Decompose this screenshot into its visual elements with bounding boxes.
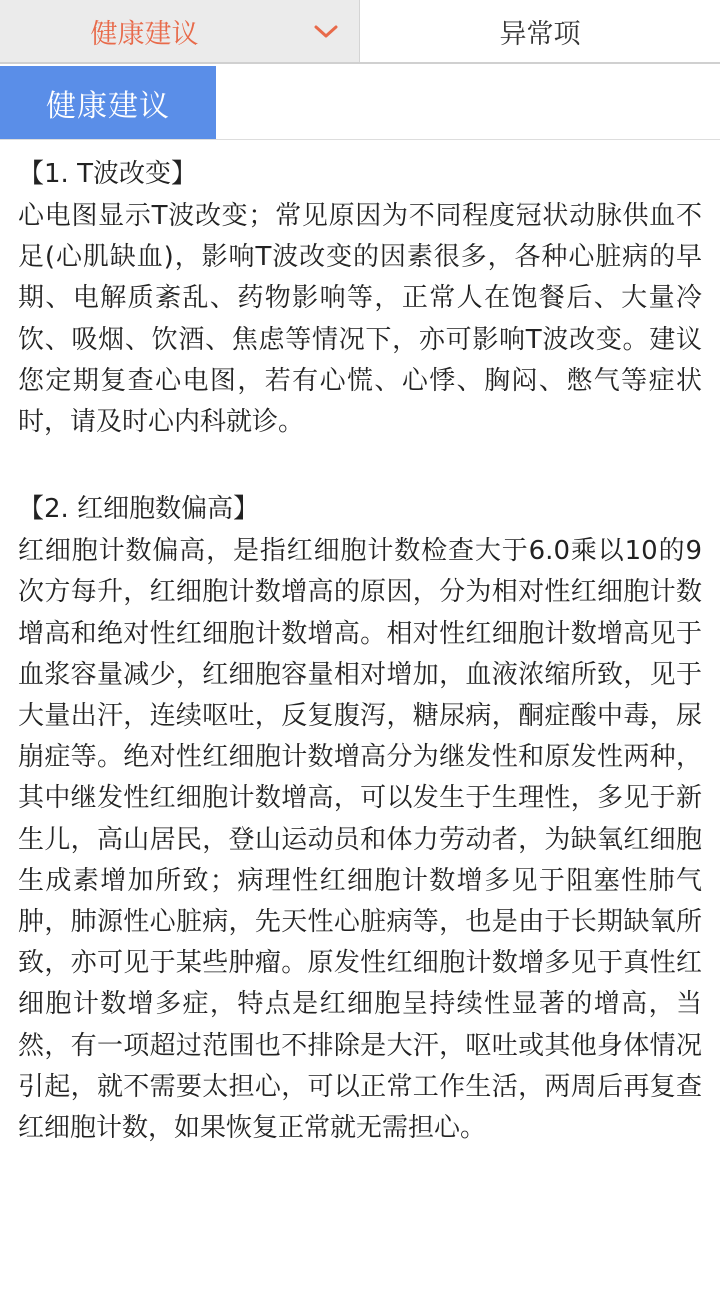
chevron-down-icon[interactable] (312, 18, 340, 46)
advice-item (18, 487, 702, 1149)
advice-item-title: 【1. T波改变】 (18, 159, 197, 189)
advice-item (18, 152, 702, 443)
tab-health-advice[interactable] (0, 0, 360, 62)
tab-abnormal-items[interactable] (360, 0, 720, 62)
advice-item-body: 心电图显示T波改变；常见原因为不同程度冠状动脉供血不足(心肌缺血)，影响T波改变的因素很多，各种心脏病的早期、电解质紊乱、药物影响等，正常人在饱餐后、大量冷饮、吸烟、饮酒、焦虑等情况下，亦可影响T波改变。建议您定期复查心电图，若有心慌、心悸、胸闷、憋气等症状时，请及时心内科就诊。 (18, 201, 702, 438)
section-header (0, 66, 720, 140)
section-title: 健康建议 (0, 66, 216, 139)
advice-item-body: 红细胞计数偏高，是指红细胞计数检查大于6.0乘以10的9次方每升，红细胞计数增高的原因，分为相对性红细胞计数增高和绝对性红细胞计数增高。相对性红细胞计数增高见于血浆容量减少，红细胞容量相对增加，血液浓缩所致，见于大量出汗，连续呕吐，反复腹泻，糖尿病，酮症酸中毒，尿崩症等。绝对性红细胞计数增高分为继发性和原发性两种，其中继发性红细胞计数增高，可以发生于生理性，多见于新生儿，高山居民，登山运动员和体力劳动者，为缺氧红细胞生成素增加所致；病理性红细胞计数增多见于阻塞性肺气肿，肺源性心脏病，先天性心脏病等，也是由于长期缺氧所致，亦可见于某些肿瘤。原发性红细胞计数增多见于真性红细胞计数增多症，特点是红细胞呈持续性显著的增高，当然，有一项超过范围也不排除是大汗，呕吐或其他身体情况引起，就不需要太担心，可以正常工作生活，两周后再复查红细胞计数，如果恢复正常就无需担心。 (18, 536, 702, 1144)
tab-abnormal-items-label: 异常项 (499, 18, 581, 50)
advice-content (18, 152, 702, 1193)
top-tab-bar (0, 0, 720, 64)
advice-item-title: 【2. 红细胞数偏高】 (18, 494, 260, 525)
tab-health-advice-label: 健康建议 (90, 18, 199, 50)
